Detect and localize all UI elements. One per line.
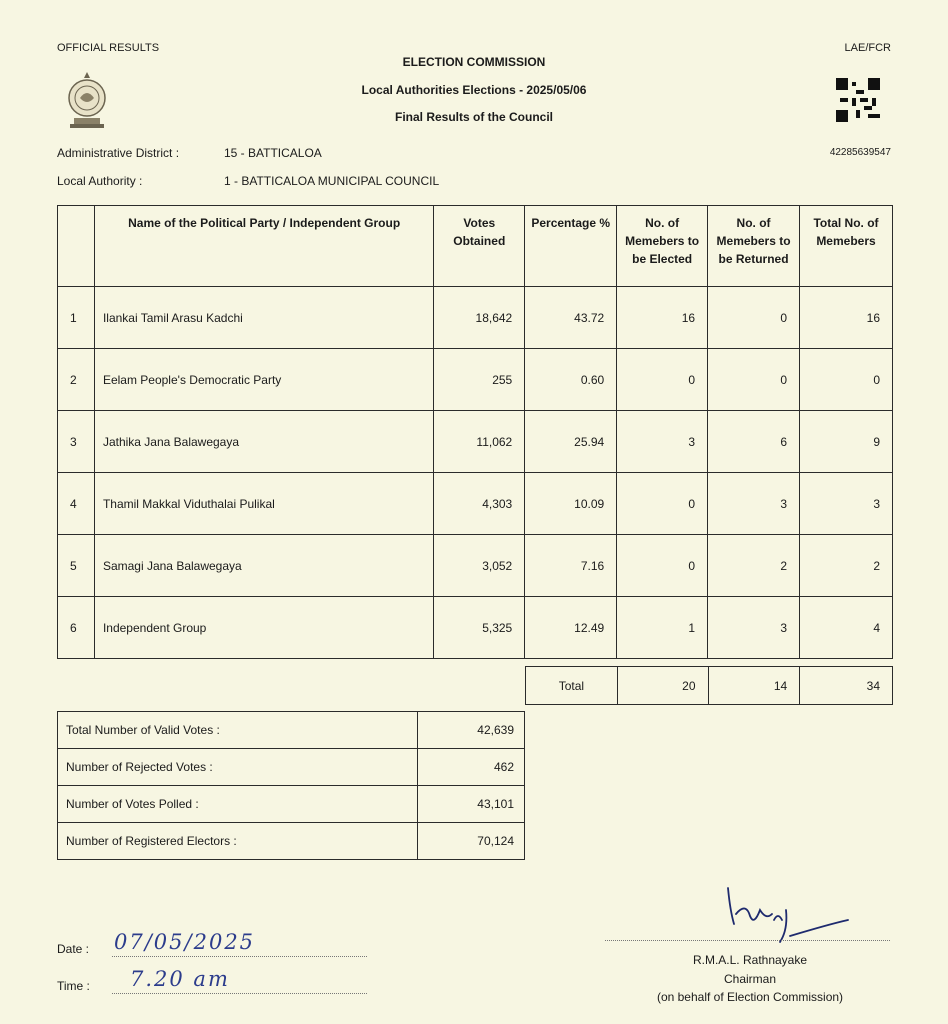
percentage: 25.94	[525, 411, 617, 473]
members-total: 16	[800, 287, 893, 349]
members-total: 0	[800, 349, 893, 411]
members-total: 4	[800, 597, 893, 659]
summary-label: Number of Registered Electors :	[58, 823, 418, 860]
row-index: 2	[58, 349, 95, 411]
members-total: 9	[800, 411, 893, 473]
votes-obtained: 11,062	[434, 411, 525, 473]
commission-title: ELECTION COMMISSION	[402, 55, 546, 69]
date-label: Date :	[57, 942, 90, 956]
qr-code-icon	[836, 78, 880, 122]
authority-label: Local Authority :	[57, 174, 143, 188]
header-percentage: Percentage %	[525, 206, 617, 287]
members-elected: 0	[617, 473, 708, 535]
votes-obtained: 3,052	[434, 535, 525, 597]
signature-line	[605, 940, 890, 941]
votes-obtained: 18,642	[434, 287, 525, 349]
members-elected: 1	[617, 597, 708, 659]
summary-value: 43,101	[418, 786, 525, 823]
party-name: Jathika Jana Balawegaya	[94, 411, 433, 473]
votes-obtained: 255	[434, 349, 525, 411]
total-row	[525, 666, 893, 705]
row-index: 6	[58, 597, 95, 659]
date-handwritten: 07/05/2025	[114, 930, 256, 954]
row-index: 3	[58, 411, 95, 473]
row-index: 1	[58, 287, 95, 349]
members-returned: 0	[708, 349, 800, 411]
results-subtitle: Final Results of the Council	[394, 110, 553, 124]
table-row	[58, 349, 893, 411]
percentage: 12.49	[525, 597, 617, 659]
time-handwritten: 7.20 am	[130, 967, 230, 991]
district-value: 15 - BATTICALOA	[224, 146, 322, 160]
members-returned: 2	[708, 535, 800, 597]
members-total: 3	[800, 473, 893, 535]
party-name: Ilankai Tamil Arasu Kadchi	[94, 287, 433, 349]
total-returned: 14	[708, 667, 800, 705]
header-index	[58, 206, 95, 287]
serial-number: 42285639547	[829, 147, 891, 158]
members-returned: 3	[708, 473, 800, 535]
party-name: Thamil Makkal Viduthalai Pulikal	[94, 473, 433, 535]
party-name: Samagi Jana Balawegaya	[94, 535, 433, 597]
members-elected: 16	[617, 287, 708, 349]
members-elected: 3	[617, 411, 708, 473]
row-index: 4	[58, 473, 95, 535]
total-elected: 20	[617, 667, 708, 705]
party-name: Eelam People's Democratic Party	[94, 349, 433, 411]
row-index: 5	[58, 535, 95, 597]
district-label: Administrative District :	[57, 146, 180, 160]
table-row	[58, 287, 893, 349]
on-behalf-note: (on behalf of Election Commission)	[656, 990, 844, 1004]
table-row	[58, 597, 893, 659]
votes-obtained: 5,325	[434, 597, 525, 659]
summary-label: Number of Rejected Votes :	[58, 749, 418, 786]
percentage: 43.72	[525, 287, 617, 349]
members-returned: 0	[708, 287, 800, 349]
members-total: 2	[800, 535, 893, 597]
national-emblem	[62, 68, 112, 130]
members-returned: 3	[708, 597, 800, 659]
total-label: Total	[526, 667, 618, 705]
summary-row	[58, 749, 525, 786]
time-line	[112, 993, 367, 994]
date-line	[112, 956, 367, 957]
party-name: Independent Group	[94, 597, 433, 659]
header-total-members: Total No. of Memebers	[800, 206, 893, 287]
table-header-row	[58, 206, 893, 287]
time-label: Time :	[57, 979, 90, 993]
table-row	[58, 473, 893, 535]
table-row	[58, 411, 893, 473]
header-party: Name of the Political Party / Independent Group	[94, 206, 433, 287]
header-returned: No. of Memebers to be Returned	[708, 206, 800, 287]
form-code: LAE/FCR	[844, 42, 891, 54]
signatory-name: R.M.A.L. Rathnayake	[692, 953, 808, 967]
election-title: Local Authorities Elections - 2025/05/06	[361, 83, 587, 97]
summary-value: 70,124	[418, 823, 525, 860]
results-table	[57, 205, 893, 659]
chairman-signature	[700, 880, 860, 960]
members-elected: 0	[617, 535, 708, 597]
total-members: 34	[800, 667, 893, 705]
members-elected: 0	[617, 349, 708, 411]
signatory-position: Chairman	[723, 972, 777, 986]
header-elected: No. of Memebers to be Elected	[617, 206, 708, 287]
percentage: 10.09	[525, 473, 617, 535]
summary-row	[58, 786, 525, 823]
percentage: 0.60	[525, 349, 617, 411]
authority-value: 1 - BATTICALOA MUNICIPAL COUNCIL	[224, 174, 440, 188]
members-returned: 6	[708, 411, 800, 473]
summary-value: 42,639	[418, 712, 525, 749]
vote-summary-table	[57, 711, 525, 860]
official-results-label: OFFICIAL RESULTS	[57, 42, 160, 54]
summary-label: Total Number of Valid Votes :	[58, 712, 418, 749]
votes-obtained: 4,303	[434, 473, 525, 535]
header-votes: Votes Obtained	[434, 206, 525, 287]
summary-value: 462	[418, 749, 525, 786]
summary-row	[58, 712, 525, 749]
table-row	[58, 535, 893, 597]
summary-row	[58, 823, 525, 860]
percentage: 7.16	[525, 535, 617, 597]
summary-label: Number of Votes Polled :	[58, 786, 418, 823]
